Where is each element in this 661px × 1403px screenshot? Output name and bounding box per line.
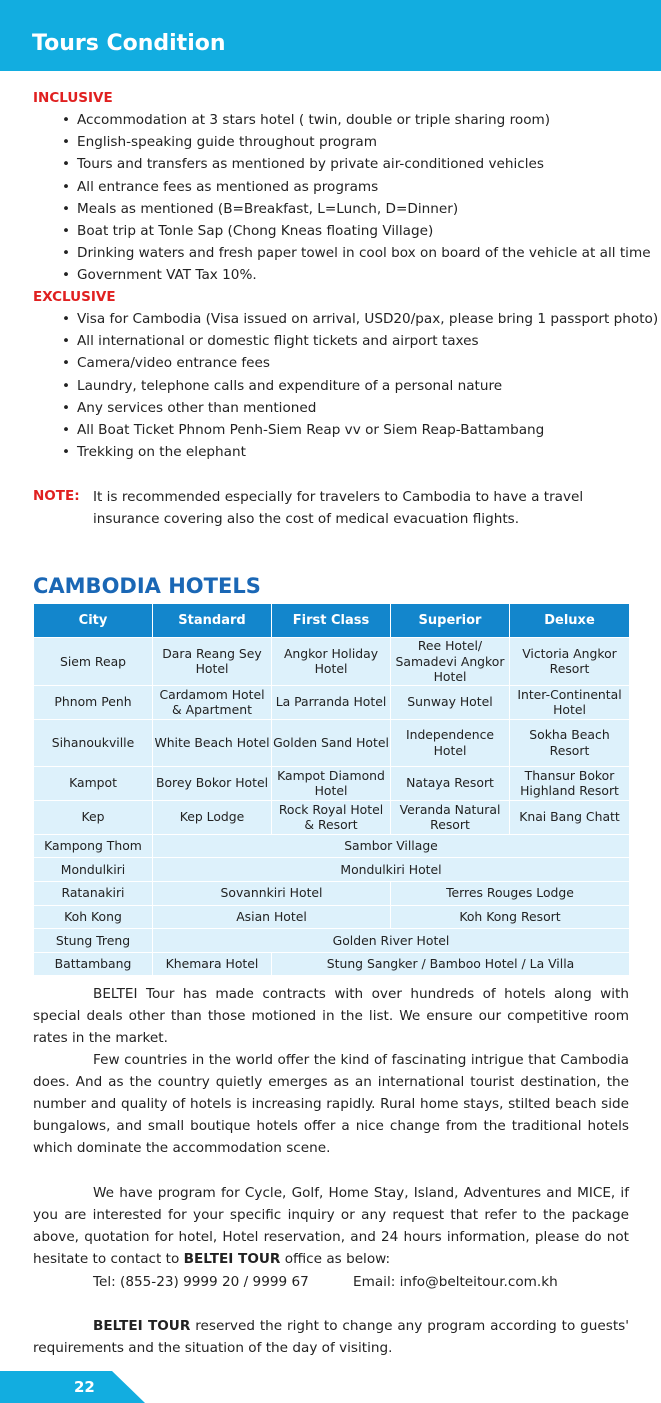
exclusive-list — [62, 308, 658, 463]
hotel-cell: Kampot Diamond Hotel — [272, 766, 391, 800]
table-row — [34, 800, 630, 834]
hotel-cell: White Beach Hotel — [153, 719, 272, 766]
table-row — [34, 929, 630, 953]
bullet-icon: • — [62, 112, 71, 128]
hotel-cell: Inter-Continental Hotel — [510, 685, 630, 719]
hotel-cell: Sunway Hotel — [391, 685, 510, 719]
hotel-cell: Khemara Hotel — [153, 952, 272, 976]
city-cell: Mondulkiri — [34, 858, 153, 882]
list-item: • English-speaking guide throughout program — [62, 131, 651, 153]
hotel-cell: Nataya Resort — [391, 766, 510, 800]
city-cell: Koh Kong — [34, 905, 153, 929]
bullet-icon: • — [62, 222, 71, 239]
list-item: • Camera/video entrance fees — [62, 352, 658, 374]
paragraph-countries: Few countries in the world offer the kind of fascinating intrigue that Cambodia does. And as the country quietly emerges as an international tourist destination, the number and quality of hotels is increasing rapidly. Rural home stays, stilted beach side bungalows, and small boutique hotels offer a nice change from the traditional hotels which dominate the accommodation scene. — [33, 1052, 629, 1156]
hotel-cell: Asian Hotel — [153, 905, 391, 929]
table-row — [34, 766, 630, 800]
hotel-cell: Kep Lodge — [153, 800, 272, 834]
hotels-table — [33, 603, 630, 976]
bullet-icon: • — [62, 267, 71, 284]
list-item: • Any services other than mentioned — [62, 397, 658, 419]
note-label: NOTE: — [33, 488, 80, 504]
list-item: • Boat trip at Tonle Sap (Chong Kneas floating Village) — [62, 220, 651, 242]
hotel-cell: Dara Reang Sey Hotel — [153, 638, 272, 686]
list-item: • All Boat Ticket Phnom Penh-Siem Reap vv or Siem Reap-Battambang — [62, 419, 658, 441]
table-row — [34, 719, 630, 766]
table-row — [34, 952, 630, 976]
table-row — [34, 858, 630, 882]
hotel-cell: Sokha Beach Resort — [510, 719, 630, 766]
bullet-icon: • — [62, 333, 71, 350]
bullet-icon: • — [62, 134, 71, 151]
bullet-icon: • — [62, 399, 71, 416]
hotel-cell: Rock Royal Hotel & Resort — [272, 800, 391, 834]
list-item: • Visa for Cambodia (Visa issued on arrival, USD20/pax, please bring 1 passport photo) — [62, 308, 658, 330]
column-header: Deluxe — [510, 604, 630, 638]
city-cell: Phnom Penh — [34, 685, 153, 719]
hotel-cell: Sovannkiri Hotel — [153, 881, 391, 905]
contact-tel: Tel: (855-23) 9999 20 / 9999 67 — [93, 1274, 309, 1290]
column-header: First Class — [272, 604, 391, 638]
bullet-icon: • — [62, 200, 71, 217]
hotel-cell: Koh Kong Resort — [391, 905, 630, 929]
hotel-cell: La Parranda Hotel — [272, 685, 391, 719]
hotel-cell: Ree Hotel/ Samadevi Angkor Hotel — [391, 638, 510, 686]
hotel-cell: Knai Bang Chatt — [510, 800, 630, 834]
hotel-cell: Mondulkiri Hotel — [153, 858, 630, 882]
bullet-icon: • — [62, 245, 71, 262]
bullet-icon: • — [62, 355, 71, 372]
bullet-icon: • — [62, 178, 71, 195]
table-row — [34, 881, 630, 905]
city-cell: Sihanoukville — [34, 719, 153, 766]
column-header: Standard — [153, 604, 272, 638]
city-cell: Kampot — [34, 766, 153, 800]
page-number: 22 — [74, 1378, 95, 1396]
list-item: • Trekking on the elephant — [62, 441, 658, 463]
page-title: Tours Condition — [32, 31, 226, 56]
inclusive-label: INCLUSIVE — [33, 90, 113, 106]
bullet-icon: • — [62, 421, 71, 438]
table-row — [34, 905, 630, 929]
list-item: • Meals as mentioned (B=Breakfast, L=Lunch, D=Dinner) — [62, 198, 651, 220]
hotel-cell: Golden Sand Hotel — [272, 719, 391, 766]
paragraph-reserved: BELTEI TOUR reserved the right to change any program according to guests' requirements and the situation of the day of visiting. — [33, 1318, 629, 1356]
note-text: It is recommended especially for travelers to Cambodia to have a travel insurance covering also the cost of medical evacuation flights. — [93, 489, 584, 527]
company-name: BELTEI TOUR — [183, 1251, 281, 1267]
city-cell: Kampong Thom — [34, 834, 153, 858]
bullet-icon: • — [62, 311, 71, 327]
city-cell: Battambang — [34, 952, 153, 976]
bullet-icon: • — [62, 377, 71, 394]
list-item: • All entrance fees as mentioned as programs — [62, 176, 651, 198]
hotel-cell: Independence Hotel — [391, 719, 510, 766]
inclusive-list — [62, 109, 651, 287]
hotels-title: CAMBODIA HOTELS — [33, 574, 261, 598]
hotel-cell: Angkor Holiday Hotel — [272, 638, 391, 686]
hotel-cell: Victoria Angkor Resort — [510, 638, 630, 686]
table-row — [34, 834, 630, 858]
exclusive-label: EXCLUSIVE — [33, 289, 116, 305]
paragraph-programs: We have program for Cycle, Golf, Home Stay, Island, Adventures and MICE, if you are interested for your specific inquiry or any request that refer to the package above, quotation for hotel, Hotel reservation, and 24 hours information, please do not hesitate to contact to BELTEI TOUR office as below: — [33, 1185, 629, 1267]
hotel-cell: Stung Sangker / Bamboo Hotel / La Villa — [272, 952, 630, 976]
list-item: • Laundry, telephone calls and expenditure of a personal nature — [62, 375, 658, 397]
hotel-cell: Thansur Bokor Highland Resort — [510, 766, 630, 800]
table-row — [34, 685, 630, 719]
list-item: • Tours and transfers as mentioned by private air-conditioned vehicles — [62, 153, 651, 175]
table-header-row — [34, 604, 630, 638]
city-cell: Siem Reap — [34, 638, 153, 686]
list-item: • All international or domestic flight tickets and airport taxes — [62, 330, 658, 352]
table-row — [34, 638, 630, 686]
paragraph-contracts: BELTEI Tour has made contracts with over hundreds of hotels along with special deals other than those motioned in the list. We ensure our competitive room rates in the market. — [33, 986, 629, 1046]
hotel-cell: Terres Rouges Lodge — [391, 881, 630, 905]
column-header: Superior — [391, 604, 510, 638]
hotel-cell: Golden River Hotel — [153, 929, 630, 953]
city-cell: Kep — [34, 800, 153, 834]
hotel-cell: Veranda Natural Resort — [391, 800, 510, 834]
list-item: • Government VAT Tax 10%. — [62, 264, 651, 286]
column-header: City — [34, 604, 153, 638]
city-cell: Stung Treng — [34, 929, 153, 953]
bullet-icon: • — [62, 156, 71, 173]
page-header — [0, 0, 661, 71]
city-cell: Ratanakiri — [34, 881, 153, 905]
hotel-cell: Sambor Village — [153, 834, 630, 858]
company-name: BELTEI TOUR — [93, 1318, 191, 1334]
hotel-cell: Cardamom Hotel & Apartment — [153, 685, 272, 719]
list-item: • Drinking waters and fresh paper towel in cool box on board of the vehicle at all time — [62, 242, 651, 264]
list-item: • Accommodation at 3 stars hotel ( twin, double or triple sharing room) — [62, 109, 651, 131]
contact-email[interactable]: Email: info@belteitour.com.kh — [353, 1274, 558, 1290]
bullet-icon: • — [62, 444, 71, 461]
page-number-tab — [0, 1371, 145, 1403]
hotel-cell: Borey Bokor Hotel — [153, 766, 272, 800]
